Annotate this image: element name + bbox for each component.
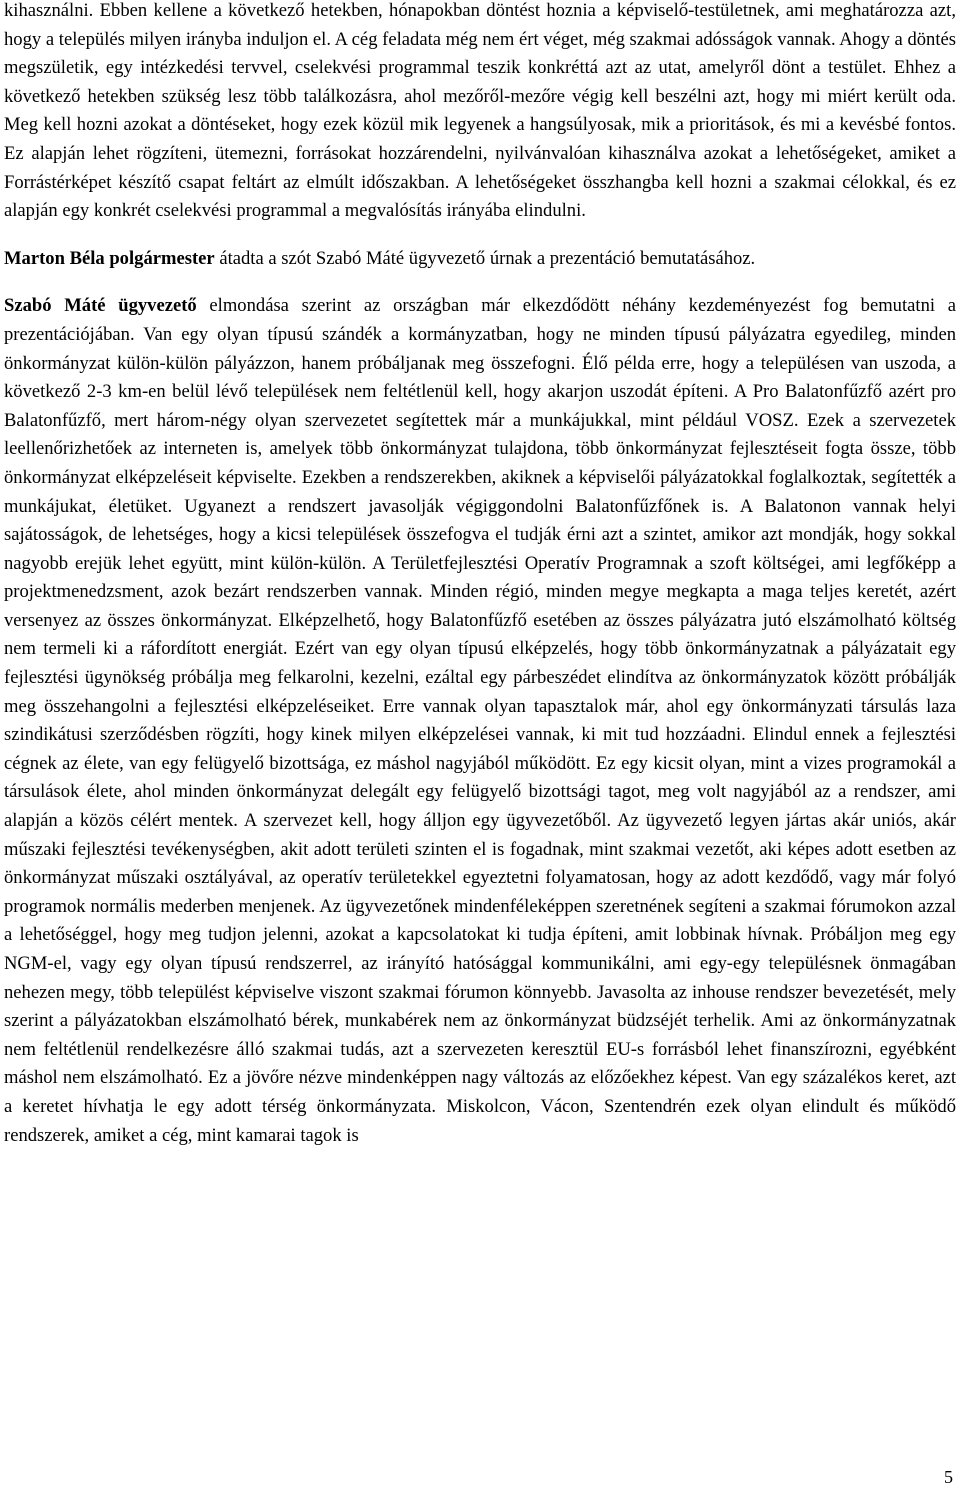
document-body: [4, 0, 956, 1150]
paragraph-mayor-statement: [4, 245, 956, 274]
speaker-name-mayor: Marton Béla polgármester: [4, 247, 215, 269]
paragraph-continuation: kihasználni. Ebben kellene a következő hetekben, hónapokban döntést hoznia a képviselő-testületnek, ami meghatározza azt, hogy a település milyen irányba induljon el. A cég feladata még nem ért véget, még szakmai adósságok vannak. Ahogy a döntés megszületik, egy intézkedési tervvel, cselekvési programmal teszik konkréttá azt az utat, amelyről dönt a testület. Ehhez a következő hetekben szükség lesz több találkozásra, ahol mezőről-mezőre végig kell beszélni azt, hogy mi miért került oda. Meg kell hozni azokat a döntéseket, hogy ezek közül mik legyenek a hangsúlyosak, mik a prioritások, és mi a kevésbé fontos. Ez alapján lehet rögzíteni, ütemezni, forrásokat hozzárendelni, nyilvánvalóan kihasználva azokat a lehetőségeket, amiket a Forrástérképet készítő csapat feltárt az elmúlt időszakban. A lehetőségeket összhangba kell hozni a szakmai célokkal, és ez alapján egy konkrét cselekvési programmal a megvalósítás irányába elindulni.: [4, 0, 956, 222]
speaker-name-director: Szabó Máté ügyvezető: [4, 295, 197, 317]
page-number: 5: [944, 1467, 953, 1487]
paragraph-director-statement: [4, 292, 956, 1150]
paragraph-director-text: elmondása szerint az országban már elkezdődött néhány kezdeményezést fog bemutatni a prezentációjában. Van egy olyan típusú szándék a kormányzatban, hogy ne minden típusú pályázatra egyedileg, minden önkormányzat külön-külön pályázzon, hanem próbáljanak meg összefogni. Élő példa erre, hogy a településen van uszoda, a következő 2-3 km-en belül lévő települések nem feltétlenül kell, hogy akarjon uszodát építeni. A Pro Balatonfűzfő azért pro Balatonfűzfő, mert három-négy olyan szervezetet segítettek már a munkájukkal, mint például VOSZ. Ezek a szervezetek leellenőrizhetőek az interneten is, amelyek több önkormányzat tulajdona, több önkormányzat fejlesztéseit fogta össze, több önkormányzat elképzeléseit képviselte. Ezekben a rendszerekben, akiknek a képviselői pályázatokkal foglalkoztak, segítették a munkájukat, életüket. Ugyanezt a rendszert javasolják végiggondolni Balatonfűzfőnek is. A Balatonon vannak helyi sajátosságok, de lehetséges, hogy a kicsi települések összefogva el tudják érni azt a szintet, amikor azt mondják, hogy sokkal nagyobb erejük lehet együtt, mint külön-külön. A Területfejlesztési Operatív Programnak a szoft költségei, ami legfőképp a projektmenedzsment, azok bezárt rendszerben vannak. Minden régió, minden megye megkapta a maga teljes keretét, azért versenyez az összes önkormányzat. Elképzelhető, hogy Balatonfűzfő esetében az összes pályázatra jutó elszámolható költség nem termeli ki a ráfordított energiát. Ezért van egy olyan típusú elképzelés, hogy több önkormányzatnak a pályázatait egy fejlesztési ügynökség próbálja meg felkarolni, kezelni, ezáltal egy párbeszédet elindítva az önkormányzatok között próbálják meg összehangolni a fejlesztési elképzeléseiket. Erre vannak olyan tapasztalok már, ahol egy önkormányzati társulás laza szindikátusi szerződésben rögzíti, hogy kinek milyen elképzelései vannak, ki mit tud hozzáadni. Elindul ennek a fejlesztési cégnek az élete, van egy felügyelő bizottsága, ez máshol nagyjából működött. Ez egy kicsit olyan, mint a vizes programokál a társulások élete, ahol minden önkormányzat delegált egy felügyelő bizottsági tagot, meg volt nagyjából az a rendszer, ami alapján a közös célért mentek. A szervezet kell, hogy álljon egy ügyvezetőből. Az ügyvezető legyen jártas akár uniós, akár műszaki fejlesztési tevékenységben, akit adott területi szinten el is fogadnak, mint szakmai vezetőt, aki képes adott esetben az önkormányzat műszaki osztályával, az operatív területekkel egyeztetni folyamatosan, hogy az adott kezdődő, vagy már folyó programok normális mederben menjenek. Az ügyvezetőnek mindenféleképpen szeretnének segíteni a szakmai fórumokon azzal a lehetőséggel, hogy meg tudjon jelenni, azokat a kapcsolatokat ki tudja építeni, amit lobbinak hívnak. Próbáljon meg egy NGM-el, vagy egy olyan típusú rendszerrel, az irányító hatósággal kommunikálni, ami egy-egy településnek önmagában nehezen megy, több települést képviselve viszont szakmai fórumon könnyebb. Javasolta az inhouse rendszer bevezetését, mely szerint a pályázatokban elszámolható bérek, munkabérek nem az önkormányzat büdzséjét terhelik. Ami az önkormányzatnak nem feltétlenül rendelkezésre álló szakmai tudás, azt a szervezeten keresztül EU-s forrásból lehet finanszírozni, egyébként máshol nem elszámolható. Ez a jövőre nézve mindenképpen nagy változás az előzőekhez képest. Van egy százalékos keret, azt a keretet hívhatja le egy adott térség önkormányzata. Miskolcon, Vácon, Szentendrén ezek olyan elindult és működő rendszerek, amiket a cég, mint kamarai tagok is: [4, 295, 956, 1146]
paragraph-mayor-text: átadta a szót Szabó Máté ügyvezető úrnak a prezentáció bemutatásához.: [214, 247, 756, 269]
